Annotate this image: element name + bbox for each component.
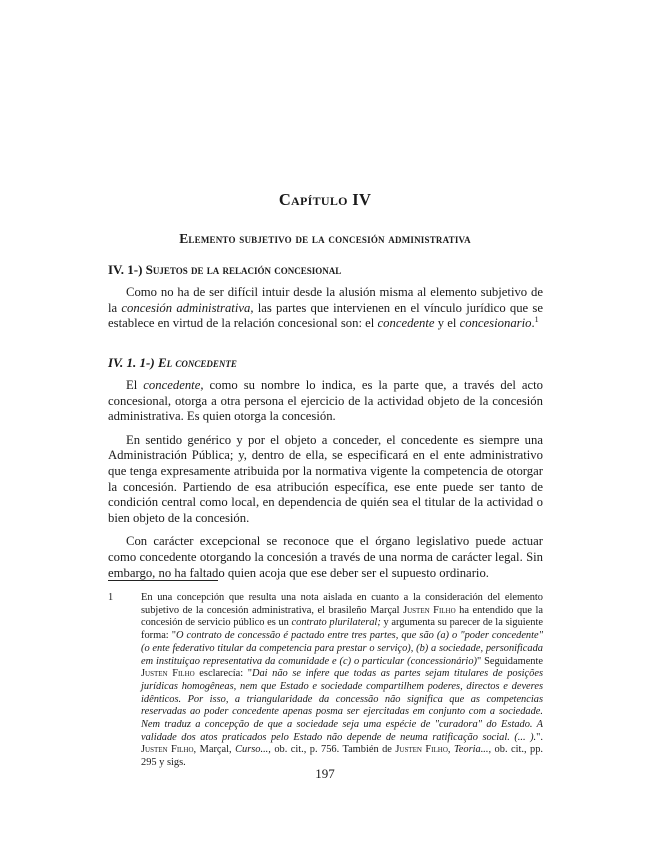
body-paragraph-group-1 — [108, 285, 543, 332]
italic-term: concesionario — [459, 316, 532, 331]
author-name: Justen Filho — [395, 744, 448, 756]
footnote-number: 1 — [108, 592, 114, 603]
book-title: Teoria..., — [453, 744, 492, 756]
text-run: esclarecía: " — [194, 668, 252, 680]
text-run: las partes que intervienen en el vínculo jurídico que se establece en virtud de la relación concesional son: el — [108, 300, 543, 331]
italic-term: concedente — [377, 316, 435, 331]
subsection-heading-sujetos: IV. 1-) Sujetos de la relación concesional — [108, 262, 342, 277]
author-name: Justen Filho — [141, 668, 195, 680]
text-run: . — [531, 316, 535, 331]
text-run: El — [126, 378, 144, 392]
text-run: ha entendido que la concesión de servicio público es un — [141, 604, 543, 629]
text-run: , — [447, 744, 454, 756]
paragraph — [108, 285, 543, 332]
footnote-separator — [108, 580, 218, 581]
paragraph — [108, 378, 543, 425]
paragraph: En sentido genérico y por el objeto a conceder, el concedente es siempre una Administración Pública; y, dentro de ella, se especificará en el ente administrativo que tenga expresamente atribuida por la normativa vigente la competencia de otorgar la concesión. Partiendo de esa atribución específica, ese ente puede ser tanto de condición central como local, en dependencia de quién sea el titular de la actividad o bien objeto de la concesión. — [108, 432, 543, 525]
text-run: En una concepción que resulta una nota aislada en cuanto a la consideración del elemento subjetivo de la concesión administrativa, el brasileño Marçal — [141, 592, 543, 616]
text-run: Como no ha de ser difícil intuir desde la alusión misma al elemento subjetivo de la — [108, 285, 543, 315]
author-name: Justen Filho — [403, 604, 456, 616]
section-title: Elemento subjetivo de la concesión administrativa — [179, 231, 471, 246]
text-run: y argumenta su parecer de la siguiente forma: " — [141, 617, 543, 642]
italic-term: concesión administrativa, — [121, 300, 254, 315]
text-run: como su nombre lo indica, es la parte que, a través del acto concesional, otorga a otra persona el ejercicio de la actividad objeto de la concesión administrativa. Es quien otorga la concesión. — [108, 378, 543, 424]
subsection-heading-concedente: IV. 1. 1-) El concedente — [108, 355, 237, 370]
italic-term: contrato plurilateral; — [291, 617, 381, 629]
text-run: y el — [434, 316, 460, 331]
text-run: ob. cit., p. 756. También de — [270, 744, 396, 756]
text-run: ob. cit., pp. 295 y sigs. — [141, 744, 543, 769]
text-run: , Marçal, — [193, 744, 236, 756]
author-name: Justen Filho — [141, 744, 194, 756]
paragraph: Con carácter excepcional se reconoce que el órgano legislativo puede actuar como concedente otorgando la concesión a través de una norma de carácter legal. Sin embargo, no ha faltado quien acoja que ese deber ser el supuesto ordinario. — [108, 534, 543, 580]
italic-term: concedente, — [143, 378, 204, 392]
text-run: " Seguidamente — [476, 655, 544, 667]
chapter-title: Capítulo IV — [278, 190, 372, 209]
book-title: Curso..., — [235, 744, 271, 756]
body-paragraph-group-2 — [108, 378, 543, 581]
text-run: ". — [536, 731, 543, 743]
footnote-text — [141, 592, 543, 770]
page-number: 197 — [315, 766, 335, 781]
footnote — [108, 592, 543, 770]
footnote-reference[interactable]: 1 — [534, 314, 539, 324]
quotation: O contrato de concessão é pactado entre tres partes, que são (a) o "poder concedente" (o ente federativo titular da competencia para prestar o serviço), (b) a sociedade, personificada em instituiçao representativa da comunidade e (c) o particular (concessionário) — [141, 630, 543, 667]
quotation: Dai não se infere que todas as partes sejam titulares de posições jurídicas homogêneas, nem que Estado e sociedade compartilhem poderes, directos e deveres idênticos. Por isso, a triangularidade da concessão não significa que as competencias reservadas ao poder concedente apenas posma ser ejercitadas em conjunto com a sociedade. Nem traduz a concepção de que a sociedade seja uma espécie de "curadora" do Estado. A validade dos atos praticados pelo Estado não depende de neuma ratificação social. (... ). — [141, 668, 543, 743]
